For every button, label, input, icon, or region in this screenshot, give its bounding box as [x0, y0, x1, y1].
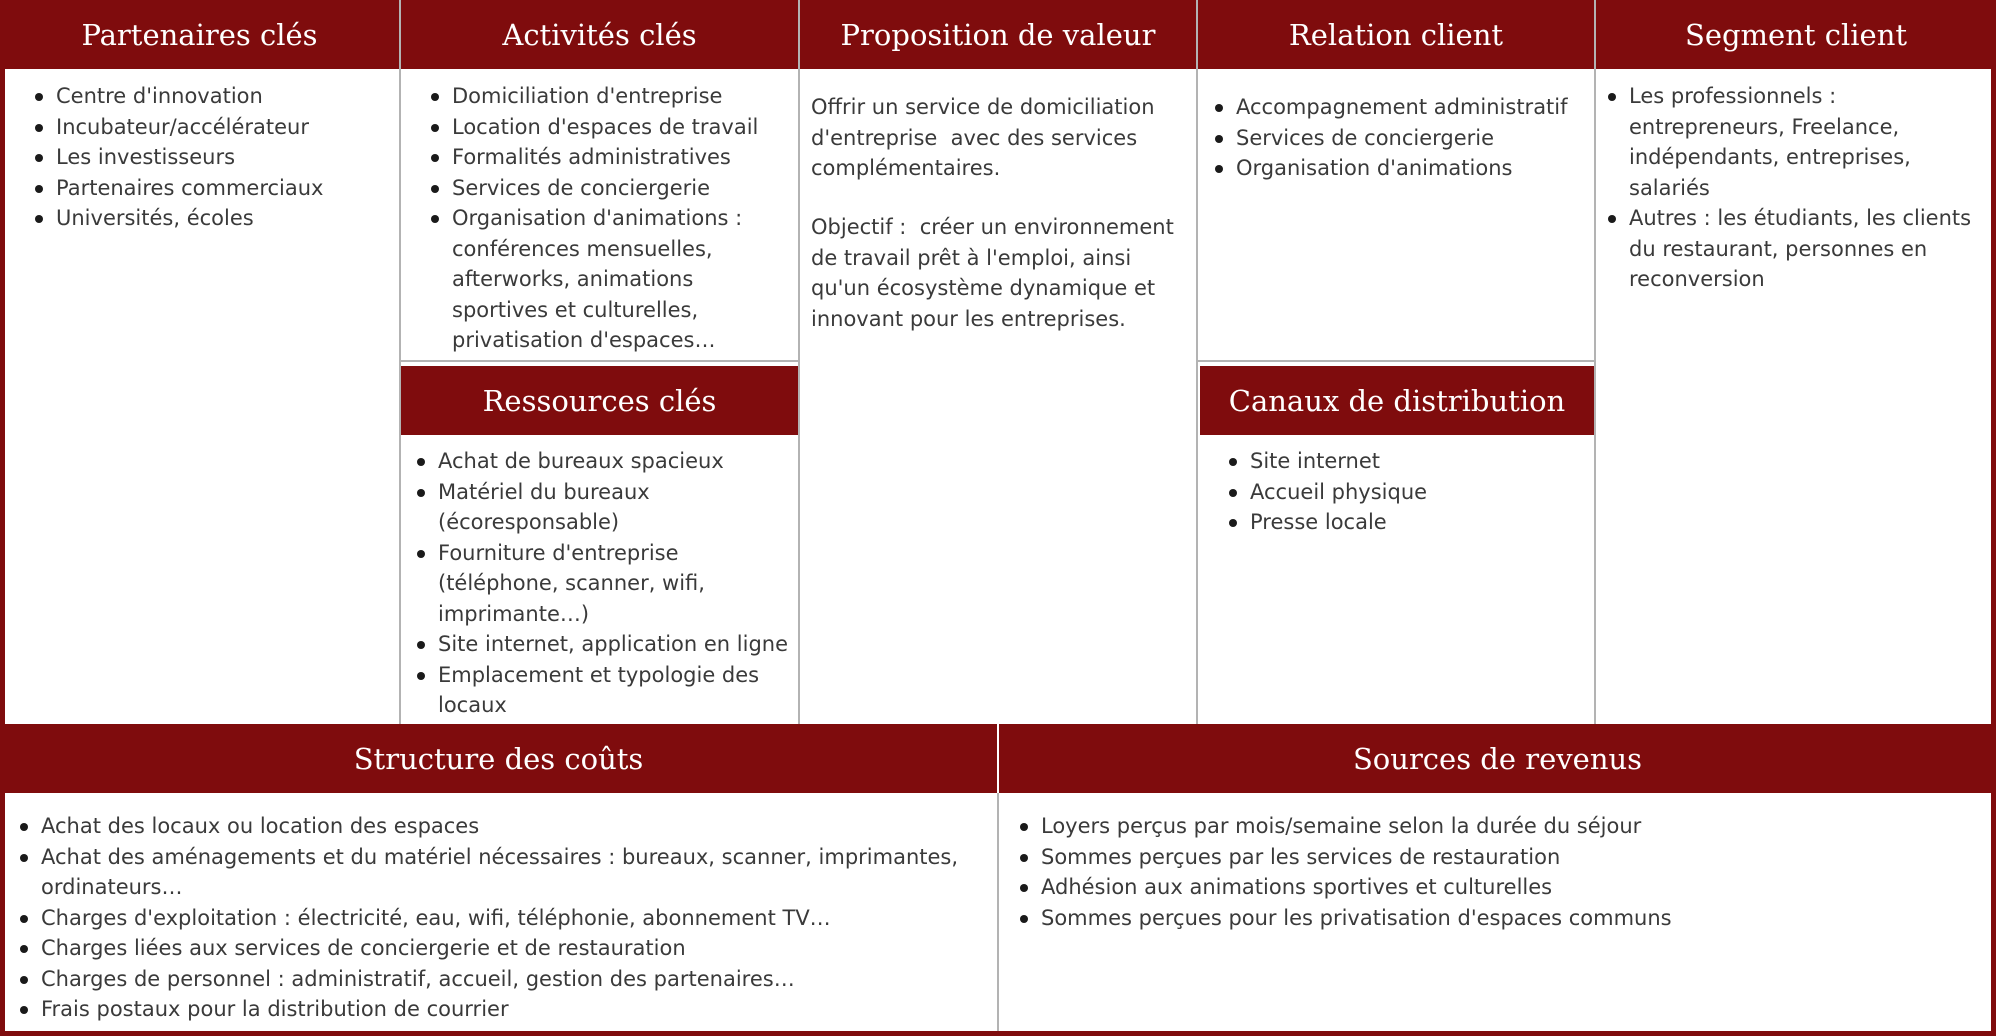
list-item: Les investisseurs: [32, 142, 392, 173]
list-item: Adhésion aux animations sportives et culturelles: [1017, 872, 1977, 903]
list-item: Matériel du bureaux (écoresponsable): [414, 477, 790, 538]
list-item: Accompagnement administratif: [1212, 92, 1592, 123]
list-item: Formalités administratives: [428, 142, 790, 173]
divider-v2: [798, 0, 800, 724]
list-item: Achat des locaux ou location des espaces: [17, 811, 977, 842]
list-item: Achat des aménagements et du matériel nécessaires : bureaux, scanner, imprimantes, ordinateurs…: [17, 842, 977, 903]
list-item: Presse locale: [1226, 507, 1586, 538]
list-item: Achat de bureaux spacieux: [414, 446, 790, 477]
list-item: Site internet: [1226, 446, 1586, 477]
divider-v-bottom: [997, 793, 999, 1031]
partenaires-list: [32, 81, 392, 234]
list-item: Accueil physique: [1226, 477, 1586, 508]
list-item: Fourniture d'entreprise (téléphone, scanner, wifi, imprimante…): [414, 538, 790, 630]
header-canaux-label: Canaux de distribution: [1228, 383, 1566, 418]
header-ressources: [401, 366, 798, 435]
header-partenaires: [0, 0, 399, 69]
header-revenus: [999, 724, 1996, 793]
list-item: Emplacement et typologie des locaux: [414, 660, 790, 721]
list-item: Sommes perçues pour les privatisation d'espaces communs: [1017, 903, 1977, 934]
divider-v1: [399, 0, 401, 724]
divider-h-activites: [401, 360, 798, 362]
list-item: Loyers perçus par mois/semaine selon la durée du séjour: [1017, 811, 1977, 842]
list-item: Partenaires commerciaux: [32, 173, 392, 204]
list-item: Universités, écoles: [32, 203, 392, 234]
divider-v4: [1594, 0, 1596, 724]
canaux-list: [1226, 446, 1586, 538]
list-item: Les professionnels : entrepreneurs, Freelance, indépendants, entreprises, salariés: [1605, 81, 1990, 203]
header-segment: [1596, 0, 1996, 69]
header-revenus-label: Sources de revenus: [1352, 741, 1643, 776]
header-relation: [1198, 0, 1594, 69]
header-partenaires-label: Partenaires clés: [81, 17, 318, 52]
couts-list: [17, 811, 977, 1025]
list-item: Site internet, application en ligne: [414, 629, 790, 660]
list-item: Sommes perçues par les services de restauration: [1017, 842, 1977, 873]
header-canaux: [1200, 366, 1594, 435]
header-couts-label: Structure des coûts: [353, 741, 644, 776]
list-item: Frais postaux pour la distribution de courrier: [17, 994, 977, 1025]
header-proposition-label: Proposition de valeur: [840, 17, 1156, 52]
revenus-list: [1017, 811, 1977, 933]
ressources-list: [414, 446, 790, 721]
header-proposition: [800, 0, 1196, 69]
list-item: Domiciliation d'entreprise: [428, 81, 790, 112]
list-item: Incubateur/accélérateur: [32, 112, 392, 143]
proposition-text-1: Offrir un service de domiciliation d'entreprise avec des services complémentaires.: [811, 95, 1162, 180]
divider-h-relation: [1198, 360, 1594, 362]
list-item: Charges d'exploitation : électricité, eau, wifi, téléphonie, abonnement TV…: [17, 903, 977, 934]
list-item: Charges de personnel : administratif, accueil, gestion des partenaires…: [17, 964, 977, 995]
list-item: Services de conciergerie: [428, 173, 790, 204]
header-segment-label: Segment client: [1684, 17, 1908, 52]
header-activites-label: Activités clés: [502, 17, 697, 52]
header-activites: [401, 0, 798, 69]
list-item: Autres : les étudiants, les clients du restaurant, personnes en reconversion: [1605, 203, 1990, 295]
list-item: Centre d'innovation: [32, 81, 392, 112]
list-item: Organisation d'animations : conférences mensuelles, afterworks, animations sportives et culturelles, privatisation d'espaces…: [428, 203, 790, 356]
list-item: Organisation d'animations: [1212, 153, 1592, 184]
relation-list: [1212, 92, 1592, 184]
divider-v3: [1196, 0, 1198, 724]
segment-list: [1605, 81, 1990, 295]
header-ressources-label: Ressources clés: [482, 383, 717, 418]
header-relation-label: Relation client: [1288, 17, 1504, 52]
list-item: Services de conciergerie: [1212, 123, 1592, 154]
activites-list: [428, 81, 790, 356]
proposition-text-2: Objectif : créer un environnement de travail prêt à l'emploi, ainsi qu'un écosystème dynamique et innovant pour les entreprises.: [811, 215, 1181, 331]
header-couts: [0, 724, 997, 793]
list-item: Location d'espaces de travail: [428, 112, 790, 143]
list-item: Charges liées aux services de conciergerie et de restauration: [17, 933, 977, 964]
